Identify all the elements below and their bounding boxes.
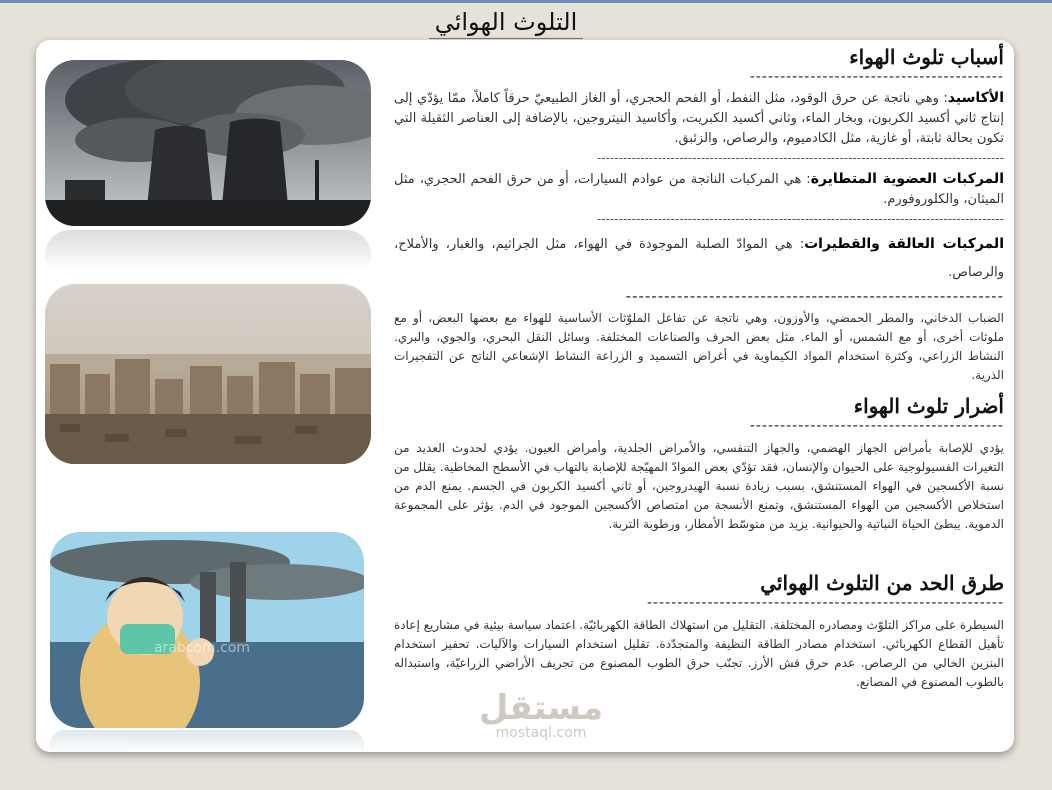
cause-item-voc (394, 169, 1004, 210)
cause-term: المركبات العضوية المتطايرة (810, 171, 1004, 187)
smog-city-image (45, 284, 371, 464)
text-column (394, 44, 1004, 692)
content-card (36, 40, 1014, 752)
cause-term: المركبات العالقة والقطيرات (804, 236, 1004, 252)
cause-text: : هي الموادّ الصلبة الموجودة في الهواء، مثل الجراثيم، والغبار، والأملاح، والرصاص. (394, 237, 1004, 280)
cause-text: : وهي ناتجة عن حرق الوقود، مثل النفط، أو الفحم الحجري، أو الغاز الطبيعيّ حرقاً كاملاً، ممّا يؤدّي إلى إنتاج ثاني أكسيد الكربون، وبخار الماء، وثاني أكسيد الكبريت، وأكاسيد النيتروجين، بالإضافة إلى العناصر الثقيلة التي تكون بحالة ثابتة، أو غازية، مثل الكادميوم، والرصاص، والزئبق. (394, 91, 1004, 146)
item-divider: ---------------------------------------------------------------------------------------------- (596, 151, 1004, 165)
reduction-heading: طرق الحد من التلوث الهوائي (760, 571, 1004, 595)
power-plant-reflection (45, 230, 371, 280)
harms-section (394, 393, 1004, 534)
page-title: التلوث الهوائي (0, 8, 1052, 39)
heading-divider: ----------------------------------------------------------- (646, 596, 1004, 610)
top-accent-line (0, 0, 1052, 3)
cartoon-watermark-text: arabcom.com (153, 640, 250, 656)
cause-text: : هي المركبات الناتجة من عوادم السيارات، أو من حرق الفحم الحجري، مثل الميثان، والكلوروفورم. (394, 172, 1004, 207)
cause-term: الأكاسيد (947, 90, 1004, 106)
reduction-section (394, 570, 1004, 692)
cause-item-oxides (394, 88, 1004, 149)
watermark-latin: mostaql.com (495, 725, 587, 741)
harms-heading: أضرار تلوث الهواء (853, 394, 1004, 418)
causes-heading: أسباب تلوث الهواء (849, 45, 1004, 69)
cartoon-mask-image (50, 532, 364, 728)
heading-divider: ------------------------------------------ (749, 419, 1004, 433)
watermark-arabic: مستقل (478, 688, 604, 728)
item-divider: ---------------------------------------------------------------------------------------------- (596, 212, 1004, 226)
cartoon-reflection (50, 730, 364, 752)
reduction-text: السيطرة على مراكز التلوّث ومصادره المختلفة. التقليل من استهلاك الطاقة الكهربائيّة. اعتماد سياسة بيئية في مشاريع إعادة تأهيل القطاع الكهربائي. استخدام مصادر الطاقة النظيفة والمتجدّدة. تقليل استخدام السيارات والآليات. تحفيز استخدام البنزين الخالي من الرصاص. عدم حرق قش الأرز. تجنّب حرق الطوب المصنوع من تجريف الأراضي الزراعيّة، واستبداله بالطوب المصنوع في المصانع. (394, 618, 1004, 689)
harms-text: يؤدي للإصابة بأمراض الجهاز الهضمي، والجهاز التنفسي، والأمراض الجلدية، وأمراض العيون. يؤدي لحدوث العديد من التغيرات الفسيولوجية على الحيوان والإنسان، فقد تؤدّي بعض الموادّ المهيّجة للإصابة بالتهاب في الأسطح المخاطية. يقلل من نسبة الأكسجين في الهواء المستنشق، بسبب زيادة نسبة الهيدروجين، أو ثاني أكسيد الكربون في الجسم. يمنع الدم من استخلاص الأكسجين من الهواء المستنشق، وتمنع الأنسجة من امتصاص الأكسجين الموجود في الدم. يؤثر على المجموعة الدموية. يبطئ الحياة النباتية والحيوانية. يزيد من متوسّط الأمطار، ورطوبة التربة. (394, 441, 1004, 531)
site-watermark (466, 690, 616, 740)
section-divider: ----------------------------------------------------------- (625, 289, 1004, 303)
power-plant-image (45, 60, 371, 226)
cause-item-particulates (394, 230, 1004, 287)
heading-divider: ------------------------------------------ (749, 70, 1004, 84)
causes-section (394, 44, 1004, 385)
secondary-pollutants-text: الضباب الدخاني، والمطر الحمضي، والأوزون، وهي ناتجة عن تفاعل الملوّثات الأساسية للهواء مع بعضها البعض، أو مع ملوثات أخرى، أو مع الشمس، أو الماء. مثل بعض الحرف والصناعات المختلفة. وسائل النقل البحري، والجوي، والبري. النشاط الزراعي، وكثرة استخدام المواد الكيماوية في أغراض التسميد و الزراعة النشاط الإشعاعي الناتج عن التفجيرات الذرية. (394, 311, 1004, 382)
